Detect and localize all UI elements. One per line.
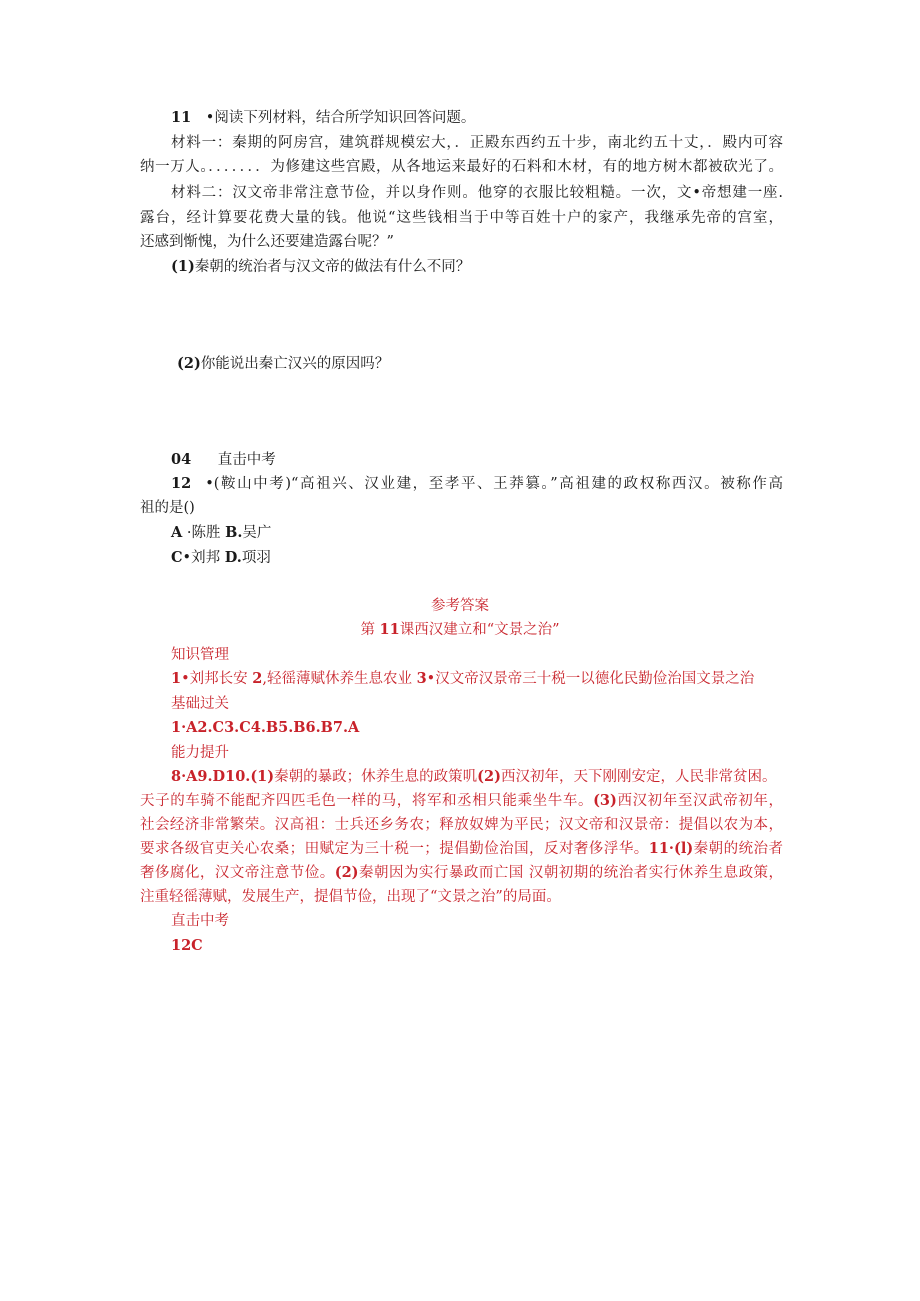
lesson-number: 11 [379,621,400,638]
options-row-1 [171,523,271,543]
answer-text: •汉文帝汉景帝三十税一以德化民勤俭治国文景之治 [426,671,755,687]
answers-title: 参考答案 [431,598,489,614]
basic-answers: 1·A2.C3.C4.B5.B6.B7.A [171,719,360,736]
answer-number: (2) [334,864,359,881]
section-heading [171,450,276,470]
answer-text: 西汉初年至汉武帝初年， [616,793,783,809]
answer-text: 天子的车骑不能配齐四匹毛色一样的马，将军和丞相只能乘坐牛车。 [140,793,594,809]
heading-knowledge: 知识管理 [171,647,229,663]
sub-question-number: (2) [177,355,201,372]
question-12-line-2: 祖的是() [140,500,195,516]
question-12-line-1 [171,474,783,494]
answer-text: •刘邦长安 [181,671,248,687]
ability-line-1 [171,767,776,787]
question-number: 12 [171,475,192,492]
material-2-line-2: 露台，经计算要花费大量的钱。他说“这些钱相当于中等百姓十户的家产，我继承先帝的宫室， [140,210,783,226]
material-1-line-1: 材料一：秦期的阿房宫，建筑群规模宏大，．正殿东西约五十步，南北约五十丈，．殿内可容 [171,135,783,151]
answer-text: 汉朝初期的统治者实行休养生息政策， [528,865,784,881]
ability-line-5 [140,863,783,883]
material-2-line-3: 还感到惭愧，为什么还要建造露台呢？” [140,234,394,250]
option-b-label: B. [225,524,243,541]
exam-answer: 12C [171,937,203,954]
answer-number: 11·(l) [648,840,694,857]
answer-number: 2 [252,670,263,687]
sub-question-text: 秦朝的统治者与汉文帝的做法有什么不同？ [194,259,471,275]
answer-text: 奢侈腐化，汉文帝注意节俭。 [140,865,335,881]
answer-text: 要求各级官吏关心农桑；田赋定为三十税一；提倡勤俭治国，反对奢侈浮华。 [140,841,649,857]
option-d-label: D. [224,549,242,566]
options-row-2 [171,548,271,568]
ability-line-2 [140,791,783,811]
lesson-title [0,620,920,640]
option-a-text: ·陈胜 [186,525,221,541]
answer-number: (2) [477,768,501,785]
sub-question-number: (1) [171,258,195,275]
answer-number: 1 [171,670,182,687]
knowledge-answers [171,669,754,689]
option-a-label: A [171,524,183,541]
answer-text: 秦朝的暴政；休养生息的政策叽 [274,769,478,785]
ability-line-6: 注重轻徭薄赋，发展生产，提倡节俭，出现了“文景之治”的局面。 [140,889,561,905]
answer-text: 西汉初年，天下刚刚安定，人民非常贫困。 [500,769,777,785]
section-title: 直击中考 [217,452,276,468]
question-text: •(鞍山中考)“高祖兴、汉业建，至孝平、王莽篡。”高祖建的政权称西汉。被称作高 [205,476,783,492]
option-c-text: •刘邦 [182,550,221,566]
answer-text: 秦朝的统治者 [693,841,783,857]
sub-question-text: 你能说出秦亡汉兴的原因吗？ [200,356,390,372]
ability-line-3: 社会经济非常繁荣。汉高祖：士兵还乡务农；释放奴婢为平民；汉文帝和汉景帝：提倡以农为本， [140,817,783,833]
lesson-prefix: 第 [360,622,375,638]
ability-line-4 [140,839,783,859]
heading-exam: 直击中考 [171,913,229,929]
lesson-name: 课西汉建立和“文景之治” [399,622,560,638]
question-number: 11 [171,109,192,126]
heading-basic: 基础过关 [171,696,229,712]
answer-text: ,轻徭薄赋休养生息农业 [262,671,412,687]
sub-question-1 [171,257,470,277]
option-b-text: 吴广 [242,525,272,541]
section-number: 04 [171,451,192,468]
sub-question-2 [177,354,389,374]
answer-number: (3) [593,792,617,809]
question-text: •阅读下列材料，结合所学知识回答问题。 [205,110,476,126]
option-c-label: C [171,549,183,566]
heading-ability: 能力提升 [171,745,229,761]
option-d-text: 项羽 [241,550,271,566]
answer-number: 8·A9.D10.(1) [171,768,275,785]
material-2-line-1: 材料二：汉文帝非常注意节俭，并以身作则。他穿的衣服比较粗糙。一次，文•帝想建一座. [171,185,783,201]
answer-number: 3 [416,670,427,687]
material-1-line-2: 纳一万人。．．．．．．．为修建这些宫殿，从各地运来最好的石料和木材，有的地方树木都被砍光了。 [140,159,783,175]
answer-text: 秦朝因为实行暴政而亡国 [358,865,524,881]
question-11-intro [171,108,475,128]
